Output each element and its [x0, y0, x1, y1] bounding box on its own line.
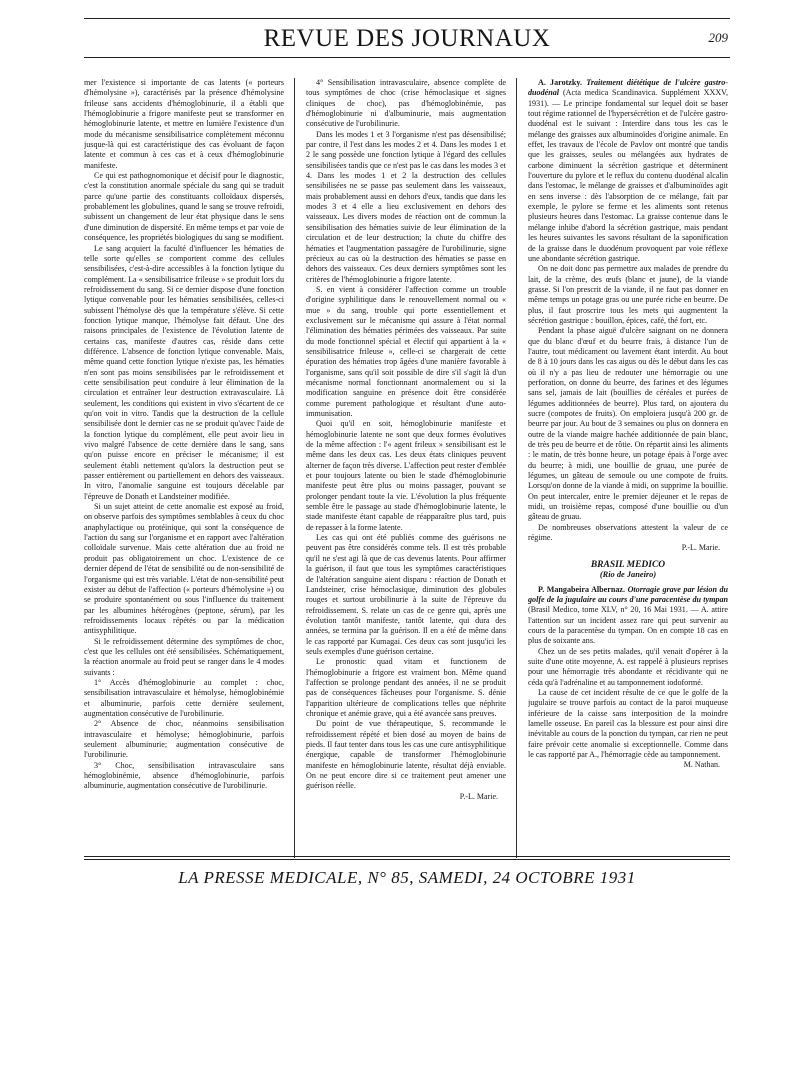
paragraph: La cause de cet incident résulte de ce que le golfe de la jugulaire se trouve parfois au contact de la paroi muqueuse inférieure de la caisse sans interposition de la moindre lamelle osseuse. En pareil cas la blessure est pour ainsi dire inévitable au cours de la ponction du tympan, car rien ne peut faire prévoir cette anomalie si exceptionnelle. Comme dans le cas rapporté par A., l'hémorragie cède au tamponnement.	[528, 687, 728, 759]
article-mangabeira	[528, 585, 728, 647]
paragraph: Ce qui est pathognomonique et décisif pour le diagnostic, c'est la constitution anormale spéciale du sang qui se traduit parce qu'une partie des constituants colloïdaux dispersés, probablement les globulines, quand le sang se trouve refroidi, subissent un changement de leur état physique dans le sens d'une diminution de dispersité. En même temps et par voie de conséquence, les propriétés biologiques du sang se modifient.	[84, 171, 284, 243]
text-columns	[84, 78, 730, 858]
article-body: (Acta medica Scandinavica. Supplément XXXV, 1931). — Le principe fondamental sur lequel doit se baser tout régime rationnel de l'hypersécrétion et de l'ulcère gastro-duodénal est le suivant : Interdire dans tous les cas le mélange des graisses aux albuminoïdes d'origine animale. En effet, les travaux de l'école de Pavlov ont montré que tandis que les graisses, seules ou mélangées aux hydrates de carbone diminuent la sécrétion gastrique et déterminent l'ouverture du pylore et le reflux du contenu duodénal alcalin dans l'estomac, le mélange de graisses et d'albuminoïdes agit en sens inverse : dès l'absorption de ce mélange, fait par exemple, le pylore se ferme et les aliments sont retenus plusieurs heures dans l'estomac. La graisse contenue dans le mélange inhibe d'abord la sécrétion gastrique, mais pendant les heures suivantes les savons résultant de la saponification de la graisse dans le duodénum provoquent par voie réflexe une abondante sécrétion gastrique.	[528, 88, 728, 263]
column-2	[306, 78, 506, 858]
section-subtitle: (Rio de Janeiro)	[599, 570, 657, 580]
paragraph: Si le refroidissement détermine des symptômes de choc, c'est que les cellules ont été sensibilisées. Schématiquement, la réaction anormale au froid peut se ranger dans le 4 modes suivants :	[84, 636, 284, 677]
paragraph: 3° Choc, sensibilisation intravasculaire sans hémoglobinémie, absence d'hémoglobinurie, parfois albuminurie, augmentation consécutive de l'urobilinurie.	[84, 760, 284, 791]
article-jarotzky	[528, 78, 728, 264]
column-1	[84, 78, 284, 858]
column-divider	[516, 78, 517, 858]
paragraph: 4° Sensibilisation intravasculaire, absence complète de tous symptômes de choc (crise hémoclasique et signes cliniques de choc), pas d'hémoglobinémie, pas d'hémoglobinurie ni d'albuminurie, mais augmentation consécutive de l'urobilinurie.	[306, 78, 506, 129]
paragraph: Les cas qui ont été publiés comme des guérisons ne peuvent pas être considérés comme tels. Il est très probable qu'il ne s'est agi là que de cas devenus latents. Pour affirmer la guérison, il faut que tous les symptômes caractéristiques de l'altération sanguine aient disparu : réaction de Donath et Landsteiner, crise hémoclasique, diminution des globules rouges et surtout urobilinurie à la suite de l'épreuve du refroidissement. S. relate un cas de ce genre qui, après une évolution tantôt manifeste, tantôt latente, qui dura des années, se termina par la guérison. Il en a été de même dans le cas rapporté par Kumagai. Ces deux cas sont jusqu'ici les seuls exemples d'une guérison certaine.	[306, 533, 506, 656]
article-title: Otorragie grave par lésion du golfe de la jugulaire au cours d'une paracentèse du tympan	[528, 584, 728, 604]
paragraph: mer l'existence si importante de cas latents (« porteurs d'hémolysine »), caractérisés par la présence d'hémolysine frileuse sans accidents d'hémoglobinurie, il a établi que l'hémoglobinurie a frigore manifeste peut se transformer en hémoglobinurie latente, et mettre en lumière l'existence d'un mode du mécanisme sensibilisatrice complètement méconnu jusque-là qui est caractéristique des cas évoluant de façon latente et commun à ces cas et à ceux d'hémoglobinurie manifeste.	[84, 78, 284, 170]
paragraph: De nombreuses observations attestent la valeur de ce régime.	[528, 522, 728, 543]
paragraph: Dans les modes 1 et 3 l'organisme n'est pas désensibilisé; par contre, il l'est dans les modes 2 et 4. Dans les modes 1 et 2 le sang possède une fonction lytique à l'égard des cellules sensibilisées tandis que ce n'est pas le cas dans les modes 3 et 4. Dans les modes 1 et 2 la destruction des cellules sensibilisées ne se passe pas seulement dans les vaisseaux, mais probablement aussi en dehors d'eux, tandis que dans les modes 3 et 4 elle a lieu exclusivement en dehors des vaisseaux. Les divers modes de réaction ont de commun la sensibilisation des hématies suivie de leur élimination de la circulation et de leur destruction; la chute du chiffre des hématies et l'augmentation passagère de l'urobilinurie, signe précieux au cas où la destruction des hématies se passe en dehors des vaisseaux. Ces deux derniers symptômes sont les critères de l'hémoglobinurie a frigore latente.	[306, 129, 506, 284]
footer-rule	[84, 856, 730, 857]
journal-footer: LA PRESSE MEDICALE, N° 85, SAMEDI, 24 OCTOBRE 1931	[178, 868, 636, 887]
paragraph: Chez un de ses petits malades, qu'il venait d'opérer à la suite d'une otite moyenne, A. est rappelé à plusieurs reprises pour une hémorragie très abondante et récidivante qui ne céda qu'à l'adrénaline et au tamponnement iodoformé.	[528, 646, 728, 687]
article-author: P. Mangabeira Albernaz.	[538, 584, 626, 594]
paragraph: Du point de vue thérapeutique, S. recommande le refroidissement répété et bien dosé au moyen de bains de pieds. Il faut tenter dans tous les cas une cure antisyphilitique énergique, capable de transformer l'hémoglobinurie manifeste en hémoglobinurie latente, résultat déjà enviable. On ne peut encore dire si ce traitement peut amener une guérison réelle.	[306, 719, 506, 791]
running-title: REVUE DES JOURNAUX	[263, 25, 551, 52]
column-divider	[294, 78, 295, 858]
article-title: Traitement diététique de l'ulcère gastro-duodénal	[528, 78, 728, 98]
header-top-rule	[84, 18, 730, 19]
header-bottom-rule	[84, 57, 730, 58]
column-3	[528, 78, 728, 858]
paragraph: Si un sujet atteint de cette anomalie est exposé au froid, on observe parfois des symptômes semblables à ceux du choc anaphylactique ou protéinique, qui sont la conséquence de l'action du sang sur l'organisme et en rapport avec l'altération colloïdale survenue. Mais cette altération due au froid ne produit pas obligatoirement un choc. L'existence de ce dernier dépend de l'état de sensibilité ou de non-sensibilité de l'organisme qui est très variable. L'état de non-sensibilité peut exister au début de l'affection (« porteurs d'hémolysine ») ou se produire spontanément ou sous l'influence du traitement par les albumines hétérogènes (peptone, sérum), par les refroidissements locaux répétés ou par la médication antisyphilitique.	[84, 502, 284, 636]
paragraph: 2° Absence de choc, néanmoins sensibilisation intravasculaire et hémolyse; hémoglobinurie, parfois seulement albuminurie; augmentation consécutive de l'urobilinurie.	[84, 719, 284, 760]
page-number: 209	[708, 30, 728, 45]
page-footer	[84, 852, 730, 892]
paragraph: Quoi qu'il en soit, hémoglobinurie manifeste et hémoglobinurie latente ne sont que deux formes évolutives de la même affection : l'« agent frileux » sensibilisant est le même dans les deux cas. Les deux états cliniques peuvent alterner de façon très diverse. L'affection peut rester d'emblée et pour toujours latente ou bien le stade d'hémoglobinurie manifeste peut être plus ou moins passager, pouvant se prolonger pendant toute la vie. L'évolution la plus fréquente semble être le passage au stade d'hémoglobinurie latente, le stade manifeste étant capable de réapparaître plus tard, puis de repasser à la forme latente.	[306, 419, 506, 532]
signature: P.-L. Marie.	[459, 791, 498, 801]
paragraph: On ne doit donc pas permettre aux malades de prendre du lait, de la crème, des œufs (blanc et jaune), de la viande grasse. Si l'on prescrit de la viande, il ne faut pas donner en même temps un potage gras ou une purée riche en beurre. De plus, il faut proscrire tous les mets qui augmentent la sécrétion gastrique : bouillon, épices, café, thé fort, etc.	[528, 264, 728, 325]
article-author: A. Jarotzky.	[538, 78, 583, 87]
paragraph: Le sang acquiert la faculté d'influencer les hématies de telle sorte qu'elles se comportent comme des cellules sensibilisées, c'est-à-dire accessibles à la fonction lytique du complément. La « sensibilisatrice frileuse » se produit lors du refroidissement du sang. Si ce dernier dispose d'une fonction lytique convenable pour les hématies sensibilisées, celles-ci subissent l'hémolyse dès que la température s'élève. Si cette fonction lytique manque, l'hémolyse fait défaut. Une des raisons principales de l'existence de l'évolution latente de certains cas, manifeste d'autres cas, réside dans cette différence. L'absence de fonction lytique convenable. Mais, même quand cette fonction lytique n'existe pas, les hématies n'en sont pas moins sensibilisées par le refroidissement et cette sensibilisation peut conduire à leur élimination de la circulation et entraîner leur destruction extravasculaire. Là seulement, les conditions qui existent in vivo s'écartent de ce qu'on voit in vitro. Tandis que la destruction de la cellule sensibilisée dont le dernier cas ne se produit qu'avec l'aide de la fonction lytique du complément, elle peut avoir lieu in vivo malgré l'absence de cette dernière dans le sang, sans qu'on puisse encore en préciser le mécanisme; il est seulement établi nettement qu'alors la destruction peut se passer entièrement ou partiellement en dehors des vaisseaux. In vitro, l'anomalie sanguine est toujours décelable par l'épreuve de Donath et Landsteiner modifiée.	[84, 243, 284, 501]
paragraph: 1° Accès d'hémoglobinurie au complet : choc, sensibilisation intravasculaire et hémolyse, hémoglobinémie et albuminurie, parfois cette dernière seulement, augmentation consécutive de l'urobilinurie.	[84, 677, 284, 718]
footer-rule	[84, 859, 730, 860]
section-title: BRASIL MEDICO	[590, 559, 666, 570]
paragraph: Le pronostic quad vitam et functionem de l'hémoglobinurie a frigore est vraiment bon. Même quand l'affection se prolonge pendant des années, il ne se produit pas de conséquences fâcheuses pour l'organisme. S. dénie l'apparition ultérieure de complications telles que néphrite chronique et anémie grave, qui a été avancée sans preuves.	[306, 657, 506, 718]
signature: P.-L. Marie.	[681, 543, 720, 553]
paragraph: S. en vient à considérer l'affection comme un trouble d'origine syphilitique dans le renouvellement normal ou « mue » du sang, trouble qui porte essentiellement et exclusivement sur le mécanisme qui assure à l'état normal l'élimination des hématies périmées des vaisseaux. Par suite du mode fonctionnel spécial et électif qui appartient à la « sensibilisatrice frileuse », celle-ci se chargerait de cette épuration des hématies trop âgées d'une manière favorable à l'organisme, sans qu'il soit possible de dire s'il s'agit là d'un mécanisme normal fonctionnant anormalement ou si la modification sanguine en présence doit être considérée comme purement pathologique et résultant d'une auto-immunisation.	[306, 284, 506, 418]
article-body: (Brasil Medico, tome XLV, n° 20, 16 Mai 1931. — A. attire l'attention sur un incident assez rare qui peut survenir au cours de la paracentèse du tympan. On en compte 18 cas en plus de soixante ans.	[528, 605, 728, 646]
paragraph: Pendant la phase aiguë d'ulcère saignant on ne donnera que du blanc d'œuf et du beurre frais, à distance l'un de l'autre, tout médicament ou lavement étant interdit. Au bout de 8 à 10 jours dans les cas aigus ou dès le début dans les cas où il n'y a pas lieu de redouter une hémorragie ou une perforation, on donne du beurre, des farines et des légumes sans sel, jamais de lait (bouillies de céréales et purées de légumes additionnées de beurre). Plus tard, on ajoutera du sucre (compotes de fruits). On emploiera jusqu'à 200 gr. de beurre par jour. Au bout de 3 semaines ou plus on donnera en outre de la viande maigre hachée additionnée de pain blanc, de très peu de beurre et de rôtie. On répartit ainsi les aliments : le matin, de très bonne heure, un potage épais à l'orge avec du beurre; à midi, une bouillie de gruau, une purée de légumes, un gâteau de semoule ou une compote de fruits. Lorsqu'on donne de la viande à midi, on supprime la bouillie. On peut intercaler, entre le premier déjeuner et le repas de midi, un troisième repas, composé d'une bouillie ou d'un gâteau de gruau.	[528, 326, 728, 522]
signature: M. Nathan.	[683, 760, 720, 770]
page-header	[84, 12, 730, 62]
